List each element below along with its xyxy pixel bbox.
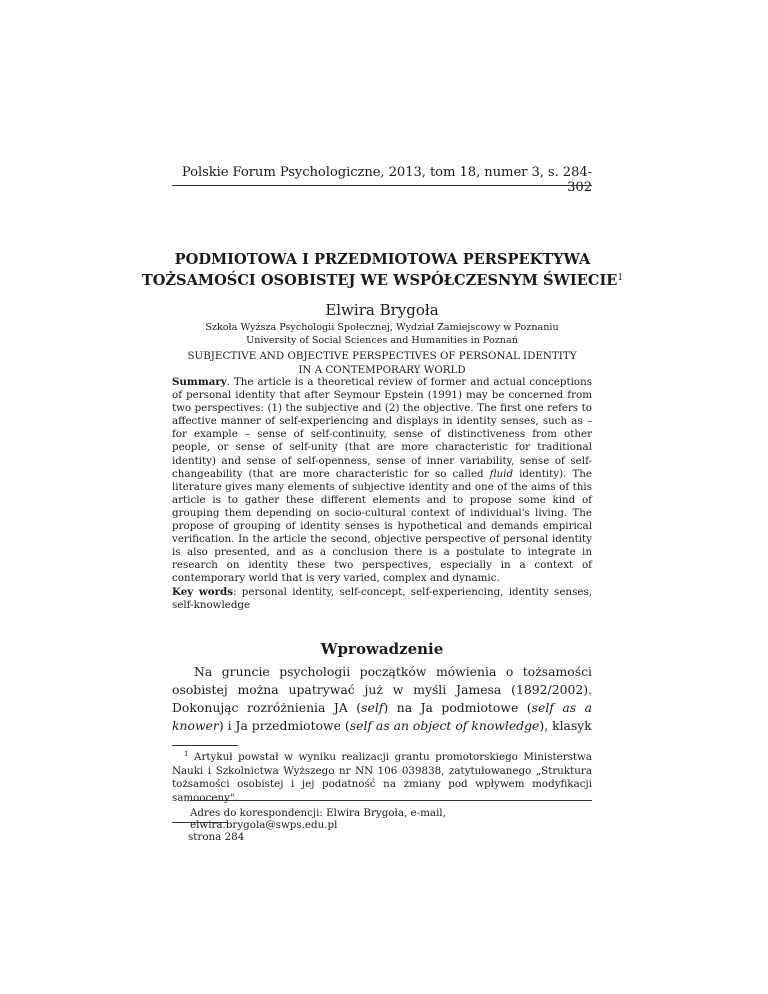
footnote — [172, 748, 592, 805]
abstract — [172, 376, 592, 612]
summary-text-1: . The article is a theoretical review of former and actual conceptions of personal identity that after Seymour Epstein (1991) may be concerned from two perspectives: (1) the subjective and (2) the objective. The first one refers to affective manner of self-experiencing and displays in identity senses, such as – for example – sense of self-continuity, sense of distinctiveness from other people, or sense of self-unity (that are more characteristic for traditional identity) and sense of self-openness, sense of inner variability, sense of self-changeability (that are more characteristic for so called — [172, 376, 592, 480]
correspondence-divider — [190, 800, 592, 801]
summary-label: Summary — [172, 376, 227, 388]
page-number: strona 284 — [188, 831, 245, 843]
body-italic-3: self as an object of knowledge — [349, 718, 540, 733]
section-heading: Wprowadzenie — [320, 640, 444, 658]
keywords-label: Key words — [172, 585, 234, 598]
footnote-mark: 1 — [184, 750, 189, 758]
body-italic-2: self as a knower — [172, 700, 592, 733]
footnote-text: Artykuł powstał w wyniku realizacji grantu promotorskiego Ministerstwa Nauki i Szkolnictwa Wyższego nr NN 106 039838, zatytułowanego „Struktura tożsamości osobistej i jej podatność na zmiany pod wpływem modyfikacji samooceny". — [172, 751, 592, 804]
body-text-2: ) na Ja podmiotowe ( — [383, 700, 532, 715]
title-line-2-text: TOŻSAMOŚCI OSOBISTEJ WE WSPÓŁCZESNYM ŚWIECIE — [141, 272, 618, 289]
body-text-1: Na gruncie psychologii początków mówienia o tożsamości osobistej można upatrywać już w myśli Jamesa (1892/2002). Dokonując rozróżnienia JA ( — [172, 664, 592, 715]
article-title — [120, 250, 645, 290]
body-italic-1: self — [361, 700, 384, 715]
body-paragraph — [172, 663, 592, 735]
journal-header: Polskie Forum Psychologiczne, 2013, tom 18, numer 3, s. 284-302 — [181, 165, 592, 195]
title-line-2 — [120, 269, 645, 290]
header-divider — [172, 185, 592, 186]
title-line-1: PODMIOTOWA I PRZEDMIOTOWA PERSPEKTYWA — [174, 251, 591, 268]
title-footnote-mark: 1 — [617, 273, 624, 283]
body-text-4: ), klasyk — [539, 718, 592, 733]
affiliation-line-1: Szkoła Wyższa Psychologii Społecznej, Wydział Zamiejscowy w Poznaniu — [205, 322, 559, 333]
keywords-text: : personal identity, self-concept, self-experiencing, identity senses, self-knowledge — [172, 585, 593, 611]
page-number-divider — [172, 822, 228, 823]
footnote-divider — [172, 745, 238, 746]
body-text-3: ) i Ja przedmiotowe ( — [218, 718, 350, 733]
english-title — [172, 349, 592, 377]
summary-text-2: identity). The literature gives many elements of subjective identity and one of the aims of this article is to gather these different elements and to propose some kind of grouping them depending on socio-cultural context of individual's living. The propose of grouping of identity senses is hypothetical and demands empirical verification. In the article the second, objective perspective of personal identity is also presented, and as a conclusion there is a postulate to integrate in research on identity these two perspectives, especially in a context of contemporary world that is very varied, complex and dynamic. — [172, 467, 592, 585]
keywords-paragraph — [172, 586, 592, 612]
english-title-line-1: SUBJECTIVE AND OBJECTIVE PERSPECTIVES OF PERSONAL IDENTITY — [187, 350, 577, 362]
affiliation — [172, 322, 592, 347]
correspondence-address: Adres do korespondencji: Elwira Brygoła, e-mail, elwira.brygola@swps.edu.pl — [190, 807, 446, 831]
affiliation-line-2: University of Social Sciences and Humanities in Poznań — [246, 334, 518, 346]
english-title-line-2: IN A CONTEMPORARY WORLD — [298, 364, 466, 376]
author-name: Elwira Brygoła — [325, 301, 439, 319]
summary-paragraph — [172, 376, 592, 586]
summary-italic: fluid — [489, 467, 514, 480]
